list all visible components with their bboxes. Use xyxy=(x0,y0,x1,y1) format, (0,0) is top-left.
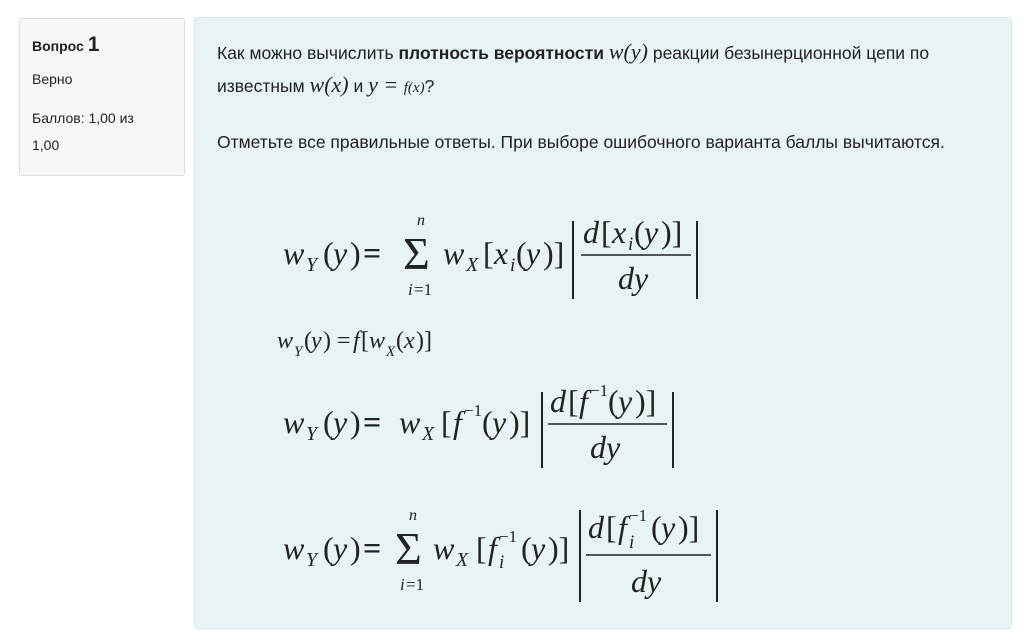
svg-text:[: [ xyxy=(361,328,369,354)
svg-text:d: d xyxy=(588,509,604,545)
svg-text:(: ( xyxy=(634,214,645,250)
svg-text:f: f xyxy=(488,530,497,566)
svg-text:x: x xyxy=(404,328,415,354)
question-content xyxy=(194,17,1012,629)
svg-text:w: w xyxy=(283,530,305,566)
svg-text:[: [ xyxy=(441,404,452,440)
answer-option-2[interactable] xyxy=(277,318,477,373)
svg-text:(: ( xyxy=(396,328,404,354)
svg-text:=: = xyxy=(363,530,382,566)
svg-text:=: = xyxy=(363,404,382,440)
svg-text:f: f xyxy=(579,383,588,419)
svg-text:(: ( xyxy=(482,404,493,440)
svg-text:=1: =1 xyxy=(414,280,433,299)
formula-2 xyxy=(277,318,477,368)
answer-option-3[interactable] xyxy=(283,370,703,475)
svg-text:): ) xyxy=(350,235,361,271)
svg-text:)]: )] xyxy=(509,404,531,440)
svg-text:dy: dy xyxy=(631,563,662,599)
svg-text:X: X xyxy=(466,254,479,276)
formula-1 xyxy=(283,203,703,303)
svg-text:(: ( xyxy=(323,404,334,440)
question-label: Вопрос xyxy=(32,38,84,54)
question-grade: Баллов: 1,00 из 1,00 xyxy=(32,110,134,153)
svg-text:d: d xyxy=(583,214,599,250)
svg-text:w: w xyxy=(277,328,294,354)
svg-text:w: w xyxy=(443,235,465,271)
svg-text:(: ( xyxy=(516,235,527,271)
svg-text:d: d xyxy=(550,383,566,419)
svg-text:=1: =1 xyxy=(406,575,425,594)
svg-text:)]: )] xyxy=(661,214,683,250)
svg-text:[: [ xyxy=(483,235,494,271)
answer-option-4[interactable] xyxy=(283,498,743,613)
svg-text:−1: −1 xyxy=(590,381,609,400)
svg-text:y: y xyxy=(618,383,633,419)
svg-text:(: ( xyxy=(608,383,619,419)
svg-text:)]: )] xyxy=(678,509,700,545)
svg-text:Σ: Σ xyxy=(403,228,430,279)
svg-text:w: w xyxy=(369,328,386,354)
math-y-eq: y = xyxy=(368,72,404,97)
svg-text:dy: dy xyxy=(618,260,649,296)
svg-text:i: i xyxy=(628,234,634,255)
svg-text:): ) xyxy=(350,530,361,566)
svg-text:x: x xyxy=(494,235,509,271)
question-text-end: ? xyxy=(424,76,435,96)
svg-text:y: y xyxy=(661,509,676,545)
svg-text:n: n xyxy=(409,507,417,524)
svg-text:(: ( xyxy=(521,530,532,566)
svg-text:i: i xyxy=(629,532,635,553)
svg-text:−1: −1 xyxy=(464,401,483,420)
svg-text:) =: ) = xyxy=(323,328,351,354)
svg-text:i: i xyxy=(408,280,413,299)
svg-text:(: ( xyxy=(323,235,334,271)
svg-text:y: y xyxy=(644,214,659,250)
svg-text:i: i xyxy=(400,575,405,594)
svg-text:x: x xyxy=(612,214,627,250)
svg-text:−1: −1 xyxy=(499,527,518,546)
svg-text:)]: )] xyxy=(548,530,570,566)
question-text xyxy=(217,36,987,104)
svg-text:w: w xyxy=(283,235,305,271)
question-info-panel xyxy=(19,18,185,176)
formula-3 xyxy=(283,370,703,470)
svg-text:)]: )] xyxy=(416,328,432,354)
answer-option-1[interactable] xyxy=(283,203,703,308)
svg-text:y: y xyxy=(333,530,348,566)
svg-text:Y: Y xyxy=(306,549,318,571)
question-instruction: Отметьте все правильные ответы. При выборе ошибочного варианта баллы вычитаются. xyxy=(217,132,945,152)
svg-text:y: y xyxy=(333,235,348,271)
svg-text:f: f xyxy=(618,509,627,545)
question-text-part1: Как можно вычислить xyxy=(217,43,399,63)
svg-text:i: i xyxy=(510,255,516,276)
svg-text:X: X xyxy=(456,549,469,571)
question-number xyxy=(32,33,172,57)
svg-text:Y: Y xyxy=(294,344,303,360)
svg-text:n: n xyxy=(417,212,425,229)
math-fx: f(x) xyxy=(403,80,425,96)
svg-text:w: w xyxy=(283,404,305,440)
svg-text:)]: )] xyxy=(543,235,565,271)
svg-text:[: [ xyxy=(601,214,612,250)
svg-text:i: i xyxy=(499,552,505,573)
svg-text:(: ( xyxy=(323,530,334,566)
svg-text:X: X xyxy=(386,344,396,360)
question-text-part2: реакции безынерционной цепи по известным xyxy=(217,43,930,96)
svg-text:[: [ xyxy=(606,509,617,545)
svg-text:Y: Y xyxy=(306,423,318,445)
svg-text:y: y xyxy=(531,530,546,566)
svg-text:y: y xyxy=(526,235,541,271)
question-text-bold: плотность вероятности xyxy=(398,43,604,63)
svg-text:y: y xyxy=(311,328,322,354)
svg-text:y: y xyxy=(492,404,507,440)
svg-text:(: ( xyxy=(651,509,662,545)
svg-text:=: = xyxy=(363,235,382,271)
svg-text:−1: −1 xyxy=(629,506,648,525)
svg-text:[: [ xyxy=(476,530,487,566)
svg-text:): ) xyxy=(350,404,361,440)
svg-text:(: ( xyxy=(304,328,312,354)
svg-text:Y: Y xyxy=(306,254,318,276)
formula-4 xyxy=(283,498,743,608)
question-state: Верно xyxy=(32,71,73,87)
svg-text:w: w xyxy=(399,404,421,440)
svg-text:f: f xyxy=(353,328,360,354)
question-number-value: 1 xyxy=(87,33,100,56)
svg-text:[: [ xyxy=(568,383,579,419)
svg-text:)]: )] xyxy=(635,383,657,419)
math-wx: w(x) xyxy=(309,72,349,97)
math-wy: w(y) xyxy=(608,39,648,64)
svg-text:Σ: Σ xyxy=(395,523,422,574)
svg-text:f: f xyxy=(453,404,462,440)
svg-text:X: X xyxy=(422,423,435,445)
question-text-and: и xyxy=(348,76,369,96)
svg-text:y: y xyxy=(333,404,348,440)
svg-text:dy: dy xyxy=(590,429,621,465)
svg-text:w: w xyxy=(433,530,455,566)
